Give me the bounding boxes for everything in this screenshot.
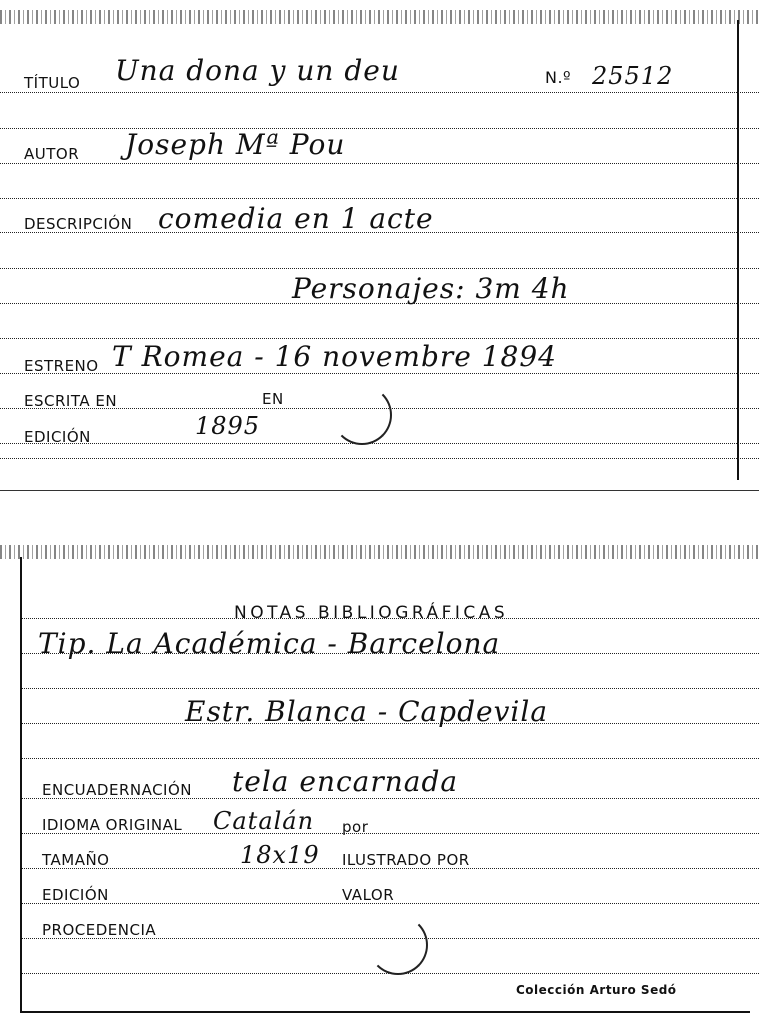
- ruled-line: [0, 338, 759, 339]
- procedencia-label: PROCEDENCIA: [42, 921, 157, 939]
- nota-line-2: Estr. Blanca - Capdevila: [185, 695, 549, 728]
- ruled-line: [0, 443, 759, 444]
- catalog-card-back: [0, 545, 759, 1015]
- personajes-value: Personajes: 3m 4h: [292, 272, 570, 305]
- ruled-line: [0, 458, 759, 459]
- escrita-label: ESCRITA EN: [24, 392, 118, 410]
- notas-heading: NOTAS BIBLIOGRÁFICAS: [234, 603, 509, 623]
- numero-label: N.º: [545, 68, 572, 87]
- por-label: por: [342, 818, 369, 836]
- encuadernacion-value: tela encarnada: [232, 765, 459, 798]
- punch-hole: [332, 385, 392, 445]
- ruled-line: [22, 688, 759, 689]
- autor-value: Joseph Mª Pou: [125, 128, 346, 161]
- ilustrado-label: ILUSTRADO POR: [342, 851, 470, 869]
- numero-value: 25512: [592, 62, 674, 90]
- ruled-line: [0, 163, 759, 164]
- descripcion-label: DESCRIPCIÓN: [24, 215, 133, 233]
- ruled-line: [0, 128, 759, 129]
- autor-label: AUTOR: [24, 145, 80, 163]
- estreno-value: T Romea - 16 novembre 1894: [112, 340, 557, 373]
- card-border: [20, 1011, 750, 1013]
- edicion-value: 1895: [195, 412, 261, 440]
- ruled-line: [0, 92, 759, 93]
- encuadernacion-label: ENCUADERNACIÓN: [42, 781, 193, 799]
- card-separator: [0, 490, 759, 491]
- ruled-line: [0, 268, 759, 269]
- titulo-value: Una dona y un deu: [115, 54, 400, 87]
- ruled-line: [0, 198, 759, 199]
- edicion-label-back: EDICIÓN: [42, 886, 109, 904]
- idioma-value: Catalán: [213, 807, 315, 835]
- en-label: EN: [262, 390, 284, 408]
- collection-footer: Colección Arturo Sedó: [516, 983, 677, 997]
- ruled-line: [22, 758, 759, 759]
- ruled-line: [0, 373, 759, 374]
- card-border: [737, 20, 739, 480]
- descripcion-value: comedia en 1 acte: [158, 202, 434, 235]
- catalog-card-front: [0, 10, 759, 490]
- punch-hole: [368, 915, 428, 975]
- valor-label: VALOR: [342, 886, 395, 904]
- idioma-label: IDIOMA ORIGINAL: [42, 816, 183, 834]
- edicion-label: EDICIÓN: [24, 428, 91, 446]
- tamano-label: TAMAÑO: [42, 851, 110, 869]
- estreno-label: ESTRENO: [24, 357, 99, 375]
- torn-edge: [0, 10, 759, 24]
- tamano-value: 18x19: [240, 841, 320, 869]
- torn-edge: [0, 545, 759, 559]
- nota-line-1: Tip. La Académica - Barcelona: [38, 627, 501, 660]
- titulo-label: TÍTULO: [24, 74, 81, 92]
- card-border: [20, 557, 22, 1012]
